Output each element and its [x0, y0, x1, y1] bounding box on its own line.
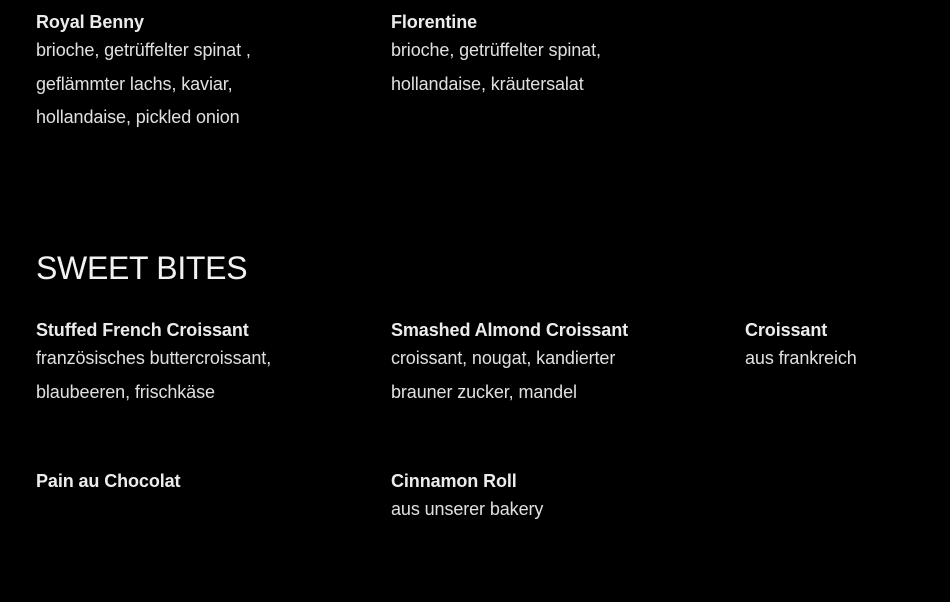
menu-item-description: [36, 34, 356, 135]
menu-item-title: Smashed Almond Croissant: [391, 320, 628, 340]
description-line: blaubeeren, frischkäse: [36, 381, 215, 402]
menu-item-florentine: [391, 12, 711, 101]
description-line: hollandaise, kräutersalat: [391, 73, 584, 94]
description-line: aus unserer bakery: [391, 499, 544, 519]
description-line: croissant, nougat, kandierter: [391, 348, 616, 368]
menu-item-title: Stuffed French Croissant: [36, 320, 249, 340]
description-line: französisches buttercroissant,: [36, 348, 272, 368]
description-line: brauner zucker, mandel: [391, 381, 577, 402]
menu-item-pain-au-chocolat: [36, 471, 356, 491]
menu-item-title: Cinnamon Roll: [391, 471, 517, 491]
menu-item-title: Florentine: [391, 12, 478, 32]
menu-item-description: [391, 493, 711, 527]
menu-item-description: [391, 34, 711, 101]
menu-item-croissant: [745, 320, 945, 376]
description-line: aus frankreich: [745, 348, 857, 368]
menu-item-stuffed-french-croissant: [36, 320, 356, 409]
menu-item-description: [36, 342, 356, 409]
description-line: geflämmter lachs, kaviar,: [36, 73, 233, 94]
menu-item-royal-benny: [36, 12, 356, 135]
menu-item-title: Royal Benny: [36, 12, 144, 32]
menu-item-cinnamon-roll: [391, 471, 711, 527]
description-line: brioche, getrüffelter spinat ,: [36, 40, 251, 60]
menu-item-description: [391, 342, 711, 409]
menu-item-title: Croissant: [745, 320, 828, 340]
menu-item-smashed-almond-croissant: [391, 320, 711, 409]
section-heading-sweet-bites: SWEET BITES: [36, 250, 248, 286]
menu-item-title: Pain au Chocolat: [36, 471, 181, 491]
menu-item-description: [745, 342, 945, 376]
description-line: brioche, getrüffelter spinat,: [391, 40, 601, 60]
description-line: hollandaise, pickled onion: [36, 107, 240, 127]
